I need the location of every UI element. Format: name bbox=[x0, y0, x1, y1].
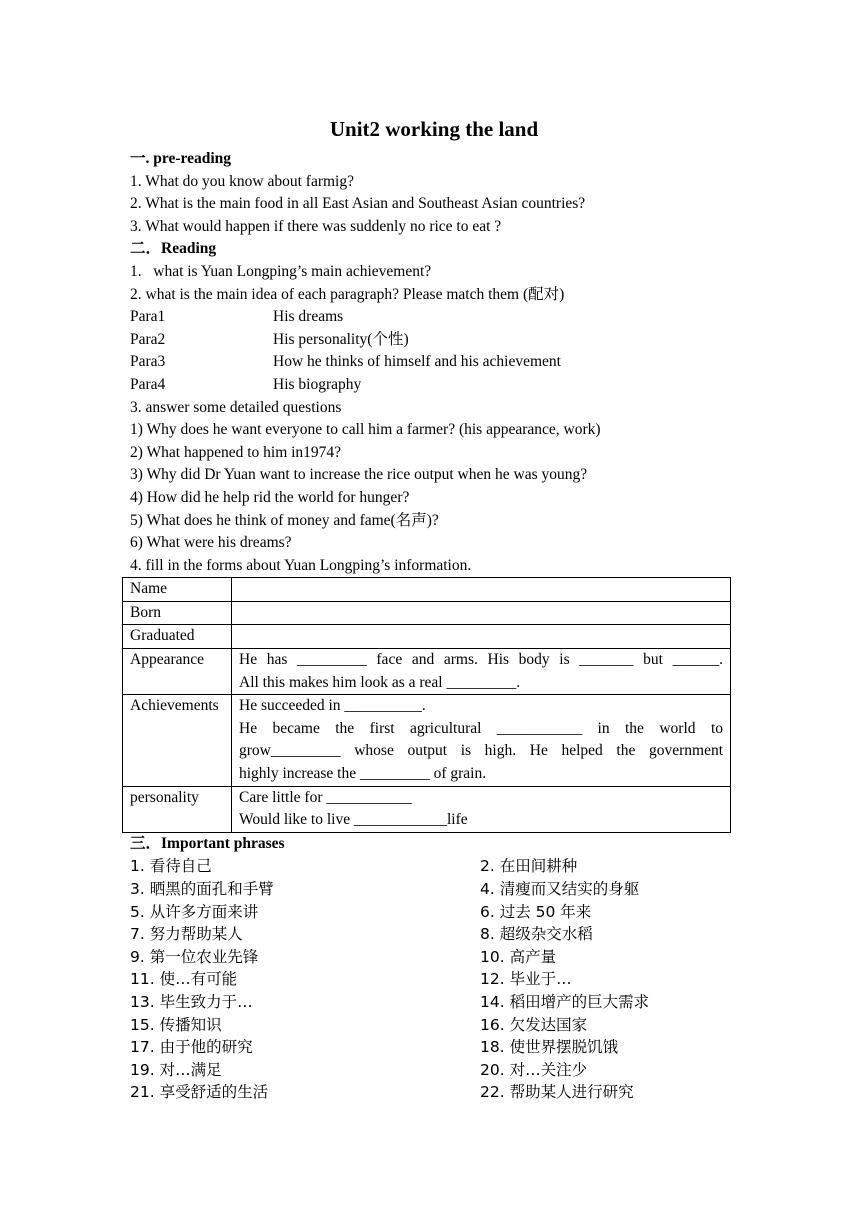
achievement-line: He succeeded in __________. bbox=[239, 697, 426, 715]
phrase-item: 17. 由于他的研究 bbox=[130, 1038, 253, 1057]
phrase-item: 7. 努力帮助某人 bbox=[130, 925, 243, 944]
phrase-row bbox=[130, 991, 738, 1014]
row-label: Graduated bbox=[123, 625, 232, 649]
table-row bbox=[123, 601, 731, 625]
reading-question-1: 1. what is Yuan Longping’s main achievement? bbox=[130, 262, 432, 280]
phrase-row bbox=[130, 946, 738, 969]
row-label: Appearance bbox=[123, 649, 232, 695]
detail-question: 2) What happened to him in1974? bbox=[130, 443, 342, 461]
phrase-item: 8. 超级杂交水稻 bbox=[480, 925, 593, 944]
table-row bbox=[123, 578, 731, 602]
para-label: Para3 bbox=[130, 353, 166, 371]
phrase-row bbox=[130, 878, 738, 901]
answer-cell[interactable] bbox=[232, 625, 731, 649]
achievement-line: grow_________ whose output is high. He helped the government bbox=[239, 742, 723, 760]
para-idea: His personality(个性) bbox=[273, 330, 409, 348]
para-idea: How he thinks of himself and his achievement bbox=[273, 353, 561, 371]
table-row bbox=[123, 649, 731, 695]
para-match-row bbox=[130, 351, 738, 374]
phrase-item: 22. 帮助某人进行研究 bbox=[480, 1083, 634, 1102]
section-reading-heading: 二．Reading bbox=[130, 240, 217, 258]
phrase-item: 6. 过去 50 年来 bbox=[480, 902, 592, 921]
phrase-row bbox=[130, 1014, 738, 1037]
phrase-row bbox=[130, 968, 738, 991]
phrase-row bbox=[130, 923, 738, 946]
phrase-item: 13. 毕生致力于… bbox=[130, 992, 253, 1011]
para-idea: His dreams bbox=[273, 308, 344, 326]
phrase-item: 10. 高产量 bbox=[480, 947, 557, 966]
pre-reading-question-1: 1. What do you know about farmig? bbox=[130, 172, 354, 190]
phrase-item: 3. 晒黑的面孔和手臂 bbox=[130, 880, 274, 898]
row-label: Achievements bbox=[123, 695, 232, 786]
row-label: personality bbox=[123, 786, 232, 832]
phrase-item: 16. 欠发达国家 bbox=[480, 1015, 588, 1034]
answer-cell[interactable] bbox=[232, 601, 731, 625]
personality-line: Care little for ___________ bbox=[239, 788, 412, 806]
page-title: Unit2 working the land bbox=[329, 117, 539, 141]
detail-question: 1) Why does he want everyone to call him a farmer? (his appearance, work) bbox=[130, 421, 601, 439]
phrase-item: 5. 从许多方面来讲 bbox=[130, 902, 259, 921]
phrase-row bbox=[130, 1081, 738, 1104]
achievement-line: highly increase the _________ of grain. bbox=[239, 765, 487, 783]
phrase-item: 11. 使…有可能 bbox=[130, 970, 238, 989]
detail-question: 4) How did he help rid the world for hunger? bbox=[130, 488, 410, 506]
section-phrases-heading: 三．Important phrases bbox=[130, 834, 285, 852]
info-table bbox=[122, 577, 731, 833]
detail-question: 5) What does he think of money and fame(名声)? bbox=[130, 511, 439, 529]
appearance-line: He has _________ face and arms. His body is _______ but ______. bbox=[239, 651, 723, 669]
answer-cell[interactable] bbox=[232, 578, 731, 602]
pre-reading-question-2: 2. What is the main food in all East Asian and Southeast Asian countries? bbox=[130, 195, 586, 213]
phrase-row bbox=[130, 855, 738, 878]
phrase-row bbox=[130, 1036, 738, 1059]
phrase-item: 12. 毕业于… bbox=[480, 970, 572, 989]
para-match-row bbox=[130, 306, 738, 329]
reading-question-3: 3. answer some detailed questions bbox=[130, 398, 342, 416]
para-label: Para2 bbox=[130, 330, 166, 348]
appearance-line: All this makes him look as a real _________. bbox=[239, 673, 521, 691]
phrase-item: 20. 对…关注少 bbox=[480, 1060, 588, 1079]
phrase-row bbox=[130, 1059, 738, 1082]
phrase-item: 15. 传播知识 bbox=[130, 1015, 222, 1034]
phrase-item: 18. 使世界摆脱饥饿 bbox=[480, 1038, 619, 1057]
reading-question-2: 2. what is the main idea of each paragraph? Please match them (配对) bbox=[130, 285, 565, 303]
phrase-item: 21. 享受舒适的生活 bbox=[130, 1083, 269, 1102]
row-label: Name bbox=[123, 578, 232, 602]
answer-cell[interactable] bbox=[232, 649, 731, 695]
answer-cell[interactable] bbox=[232, 695, 731, 786]
personality-line: Would like to live ____________life bbox=[239, 811, 468, 829]
phrase-item: 4. 清瘦而又结实的身躯 bbox=[480, 880, 640, 898]
table-row bbox=[123, 786, 731, 832]
table-row bbox=[123, 695, 731, 786]
para-label: Para1 bbox=[130, 308, 166, 326]
phrase-item: 14. 稻田增产的巨大需求 bbox=[480, 992, 650, 1011]
detail-question: 6) What were his dreams? bbox=[130, 534, 292, 552]
para-idea: His biography bbox=[273, 375, 362, 393]
phrase-item: 19. 对…满足 bbox=[130, 1060, 222, 1079]
phrase-item: 2. 在田间耕种 bbox=[480, 857, 578, 876]
answer-cell[interactable] bbox=[232, 786, 731, 832]
phrase-item: 1. 看待自己 bbox=[130, 857, 212, 876]
section-pre-reading-heading: 一. pre-reading bbox=[130, 150, 232, 167]
para-match-row bbox=[130, 374, 738, 397]
pre-reading-question-3: 3. What would happen if there was suddenly no rice to eat ? bbox=[130, 217, 502, 235]
phrase-item: 9. 第一位农业先锋 bbox=[130, 947, 259, 966]
table-row bbox=[123, 625, 731, 649]
row-label: Born bbox=[123, 601, 232, 625]
detail-question: 3) Why did Dr Yuan want to increase the rice output when he was young? bbox=[130, 466, 588, 484]
para-match-row bbox=[130, 329, 738, 352]
para-label: Para4 bbox=[130, 375, 166, 393]
phrase-row bbox=[130, 901, 738, 924]
achievement-line: He became the first agricultural ___________ in the world to bbox=[239, 719, 723, 737]
worksheet bbox=[130, 114, 738, 1104]
reading-question-4: 4. fill in the forms about Yuan Longping’s information. bbox=[130, 556, 472, 574]
